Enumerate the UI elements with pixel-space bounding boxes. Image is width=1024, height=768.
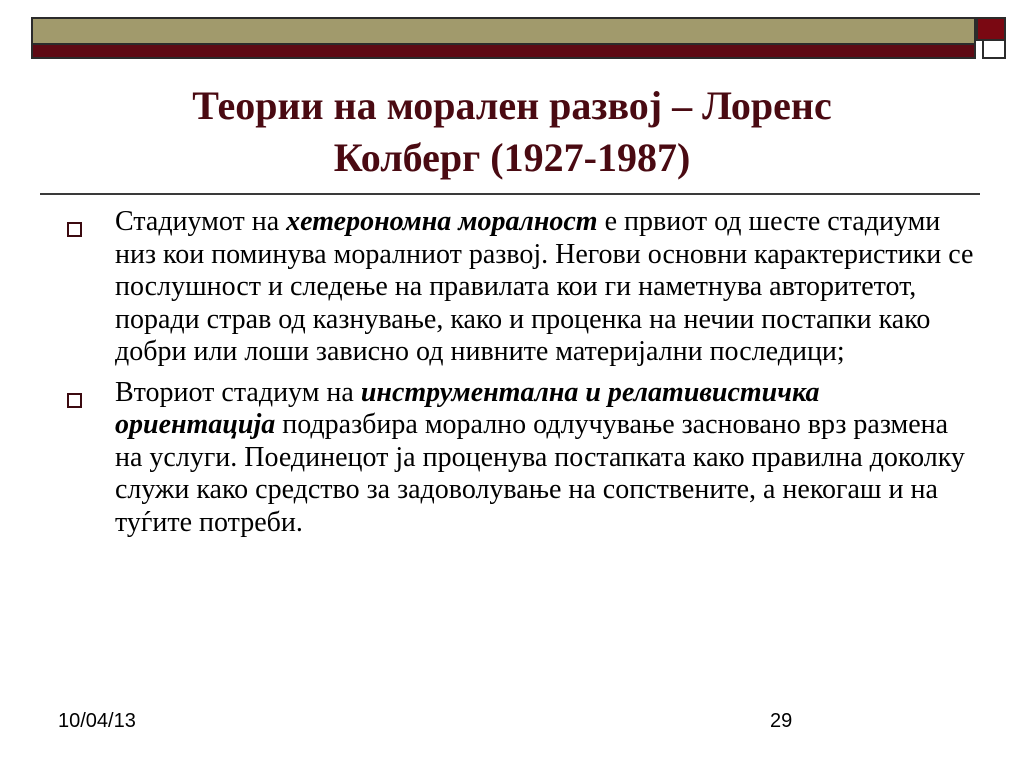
bullet-text-body: подразбира морално одлучување засновано врз размена на услуги. Поединецот ја проценува постапката како правилна доколку служи како средство за задоволување на сопствените, а некогаш и на туѓите потреби. <box>115 409 965 538</box>
bullet-text <box>115 377 978 540</box>
slide-title <box>40 80 984 184</box>
slide-title-line2: Колберг (1927-1987) <box>333 135 691 180</box>
header-outline-square <box>982 41 1006 59</box>
slide-body <box>58 206 978 547</box>
header-olive-stripe <box>33 19 974 45</box>
bullet-text <box>115 206 978 369</box>
square-bullet-icon <box>67 393 82 408</box>
header-red-square <box>976 17 1006 41</box>
bullet-emphasis-term: инструментална и релативистичка ориентација <box>115 376 820 440</box>
title-divider <box>40 193 980 195</box>
slide-title-line1: Теории на морален развој – Лоренс <box>192 83 832 128</box>
footer-date: 10/04/13 <box>58 710 136 732</box>
square-bullet-icon <box>67 222 82 237</box>
bullet-text-body: е првиот од шесте стадиуми низ кои поминува моралниот развој. Негови основни карактеристики се послушност и следење на правилата кои ги наметнува авторитетот, поради страв од казнување, како и проценка на нечии постапки како добри или лоши зависно од нивните материјални последици; <box>115 206 974 367</box>
bullet-text-intro: Стадиумот на <box>115 206 287 237</box>
header-decoration-bar <box>31 17 976 59</box>
footer-page-number: 29 <box>770 710 793 732</box>
bullet-emphasis-term: хетерономна моралност <box>286 206 598 237</box>
bullet-item-heteronomous-morality <box>58 206 978 369</box>
bullet-item-instrumental-orientation <box>58 377 978 540</box>
bullet-text-intro: Вториот стадиум на <box>115 376 361 408</box>
